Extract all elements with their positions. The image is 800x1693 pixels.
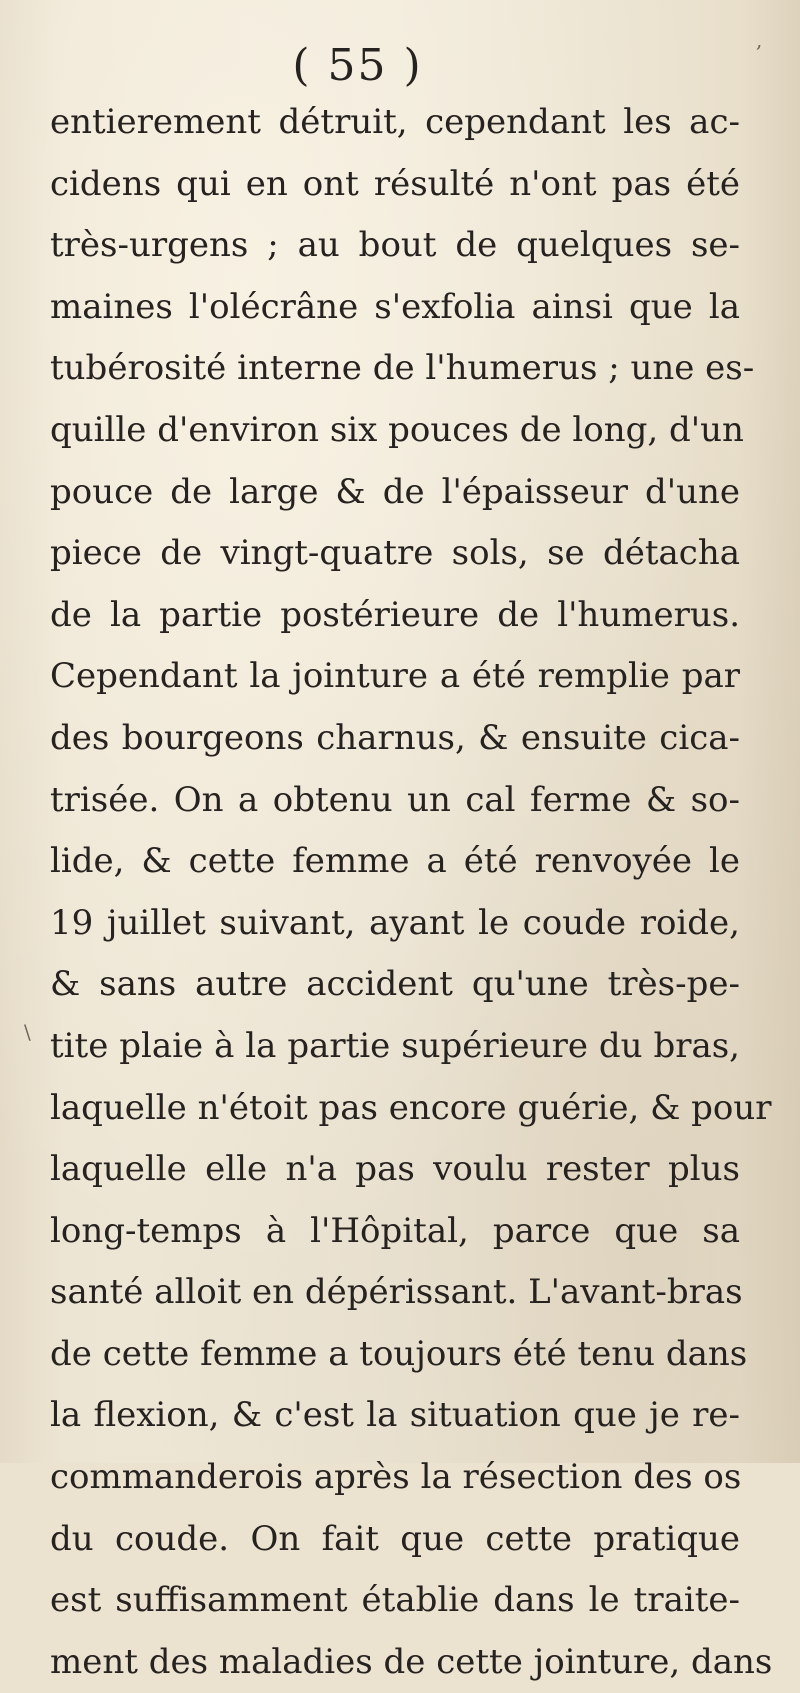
text-line: long-temps à l'Hôpital, parce que sa [50,1210,740,1251]
text-line: ment des maladies de cette jointure, dans [50,1641,773,1682]
text-line: est suffisamment établie dans le traite- [50,1580,740,1621]
margin-speck: \ [24,1020,31,1044]
text-line: la flexion, & c'est la situation que je re- [50,1395,740,1436]
text-line: santé alloit en dépérissant. L'avant-bras [50,1272,743,1313]
text-line: cidens qui en ont résulté n'ont pas été [50,163,740,204]
text-line: du coude. On fait que cette pratique [50,1518,740,1559]
text-line: Cependant la jointure a été remplie par [50,656,740,697]
text-line: très-urgens ; au bout de quelques se- [50,225,740,266]
text-line: laquelle n'étoit pas encore guérie, & pour [50,1087,772,1128]
text-line: tubérosité interne de l'humerus ; une es- [50,348,755,389]
text-line: maines l'olécrâne s'exfolia ainsi que la [50,286,740,327]
text-line: & sans autre accident qu'une très-pe- [50,964,740,1005]
text-line: de la partie postérieure de l'humerus. [50,594,740,635]
text-line: quille d'environ six pouces de long, d'un [50,409,744,450]
page-number: ( 55 ) [292,40,423,91]
text-line: lide, & cette femme a été renvoyée le [50,841,740,882]
text-line: tite plaie à la partie supérieure du bras, [50,1025,740,1066]
text-line: commanderois après la résection des os [50,1457,742,1498]
text-line: entierement détruit, cependant les ac- [50,102,740,142]
margin-speck: , [756,28,763,52]
text-line: laquelle elle n'a pas voulu rester plus [50,1149,740,1190]
text-line: pouce de large & de l'épaisseur d'une [50,471,740,512]
text-line: 19 juillet suivant, ayant le coude roide, [50,902,740,943]
text-line: des bourgeons charnus, & ensuite cica- [50,717,740,758]
text-line: piece de vingt-quatre sols, se détacha [50,533,740,574]
text-line: de cette femme a toujours été tenu dans [50,1333,748,1374]
body-text [50,92,773,1693]
text-line: trisée. On a obtenu un cal ferme & so- [50,779,740,820]
